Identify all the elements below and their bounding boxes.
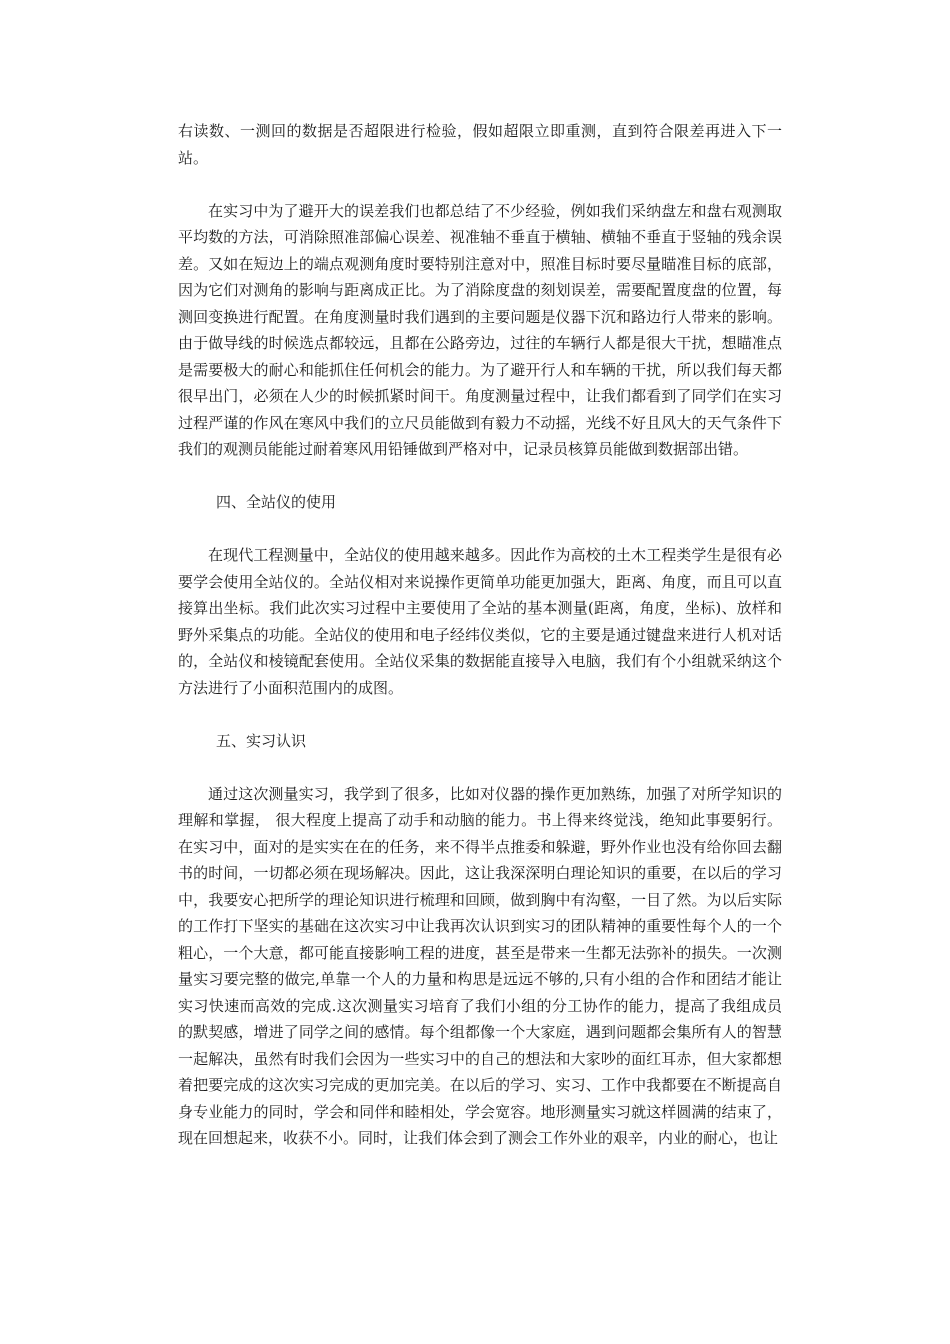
- paragraph-internship-reflection: 通过这次测量实习，我学到了很多，比如对仪器的操作更加熟练，加强了对所学知识的理解和掌握， 很大程度上提高了动手和动脑的能力。书上得来终觉浅，绝知此事要躬行。在实习中，面对的是实实在在的任务，来不得半点推委和躲避，野外作业也没有给你回去翻书的时间，一切都必须在现场解决。因此，这让我深深明白理论知识的重要，在以后的学习中，我要安心把所学的理论知识进行梳理和回顾，做到胸中有沟壑，一目了然。为以后实际的工作打下坚实的基础在这次实习中让我再次认识到实习的团队精神的重要性每个人的一个粗心，一个大意，都可能直接影响工程的进度，甚至是带来一生都无法弥补的损失。一次测量实习要完整的做完,单靠一个人的力量和构思是远远不够的,只有小组的合作和团结才能让实习快速而高效的完成.这次测量实习培育了我们小组的分工协作的能力，提高了我组成员的默契感，增进了同学之间的感情。每个组都像一个大家庭，遇到问题都会集所有人的智慧一起解决，虽然有时我们会因为一些实习中的自己的想法和大家吵的面红耳赤，但大家都想着把要完成的这次实习完成的更加完美。在以后的学习、实习、工作中我都要在不断提高自身专业能力的同时，学会和同伴和睦相处，学会宽容。地形测量实习就这样圆满的结束了，现在回想起来，收获不小。同时，让我们体会到了测会工作外业的艰辛，内业的耐心，也让: [178, 784, 782, 1147]
- paragraph-reading-check: 右读数、一测回的数据是否超限进行检验，假如超限立即重测，直到符合限差再进入下一站。: [178, 122, 782, 167]
- document-body: [178, 118, 782, 1178]
- paragraph-total-station: 在现代工程测量中，全站仪的使用越来越多。因此作为高校的土木工程类学生是很有必要学会使用全站仪的。全站仪相对来说操作更简单功能更加强大，距离、角度，而且可以直接算出坐标。我们此次实习过程中主要使用了全站的基本测量(距离，角度，坐标)、放样和野外采集点的功能。全站仪的使用和电子经纬仪类似，它的主要是通过键盘来进行人机对话的，全站仪和棱镜配套使用。全站仪采集的数据能直接导入电脑，我们有个小组就采纳这个方法进行了小面积范围内的成图。: [178, 546, 782, 697]
- section-heading-internship-reflection: 五、实习认识: [216, 731, 307, 750]
- paragraph-error-experience: 在实习中为了避开大的误差我们也都总结了不少经验，例如我们采纳盘左和盘右观测取平均数的方法，可消除照准部偏心误差、视准轴不垂直于横轴、横轴不垂直于竖轴的残余误差。又如在短边上的端点观测角度时要特别注意对中，照准目标时要尽量瞄准目标的底部，因为它们对测角的影响与距离成正比。为了消除度盘的刻划误差，需要配置度盘的位置，每测回变换进行配置。在角度测量时我们遇到的主要问题是仪器下沉和路边行人带来的影响。由于做导线的时候选点都较远，且都在公路旁边，过往的车辆行人都是很大干扰，想瞄准点是需要极大的耐心和能抓住任何机会的能力。为了避开行人和车辆的干扰，所以我们每天都很早出门，必须在人少的时候抓紧时间干。角度测量过程中，让我们都看到了同学们在实习过程严谨的作风在寒风中我们的立尺员能做到有毅力不动摇，光线不好且风大的天气条件下我们的观测员能能过耐着寒风用铅锤做到严格对中，记录员核算员能做到数据部出错。: [178, 201, 782, 458]
- section-heading-total-station: 四、全站仪的使用: [216, 493, 337, 511]
